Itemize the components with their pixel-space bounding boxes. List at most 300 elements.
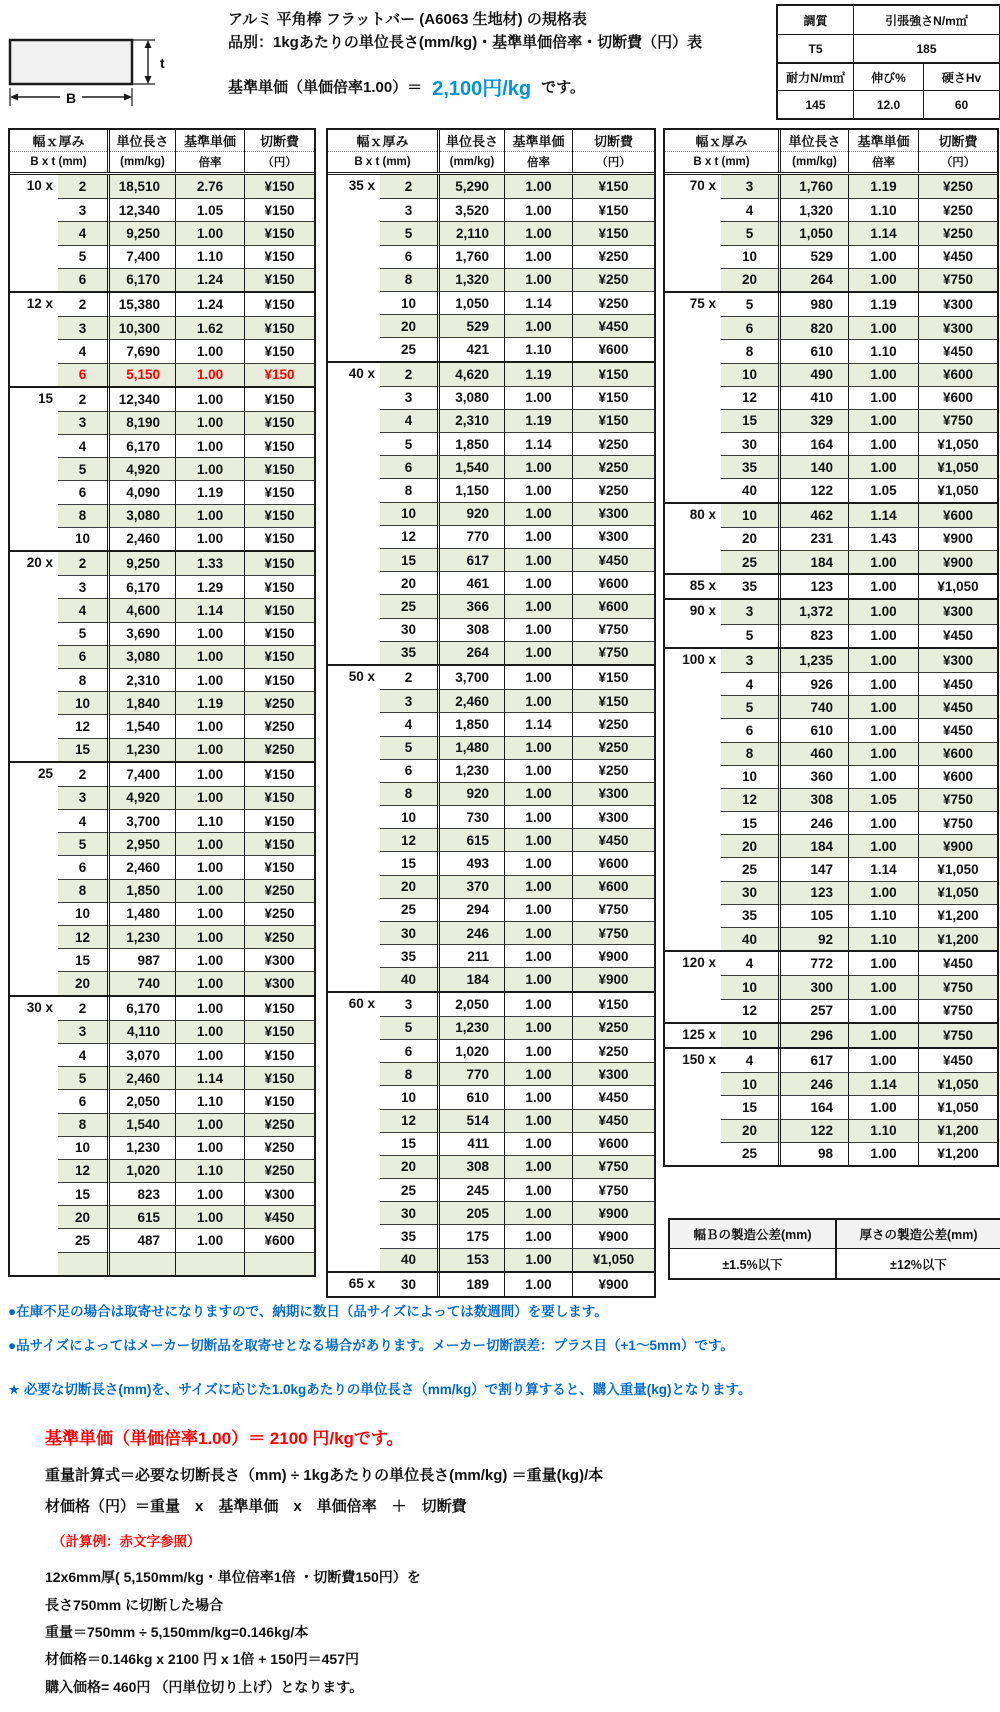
col-header-fee-main: 切断費 <box>919 130 997 152</box>
cell-rate: 1.00 <box>848 811 918 834</box>
cell-fee: ¥150 <box>244 527 314 550</box>
base-price-prefix: 基準単価（単価倍率1.00）＝ <box>228 79 423 96</box>
cell-thickness: 15 <box>58 948 107 971</box>
cell-rate: 1.00 <box>175 832 244 855</box>
col-header-rate-main: 基準単価 <box>176 130 244 152</box>
cell-thickness: 4 <box>745 956 754 972</box>
cell-thickness: 30 <box>400 1276 417 1292</box>
cell-thickness: 40 <box>721 927 778 950</box>
price-table-left <box>8 128 316 1277</box>
size-group-label: 30 x <box>10 997 58 1275</box>
cell-unit-length: 4,620 <box>437 363 504 386</box>
cell-fee: ¥150 <box>572 666 654 689</box>
cell-thickness: 15 <box>721 409 778 432</box>
cell-thickness: 20 <box>721 527 778 550</box>
width-tolerance-header: 幅Ｂの製造公差(mm) <box>670 1220 835 1249</box>
col-header-rate <box>848 130 918 172</box>
cell-fee: ¥600 <box>244 1228 314 1251</box>
cell-unit-length: 920 <box>437 782 504 805</box>
cell-rate: 1.00 <box>504 1109 572 1132</box>
cell-fee: ¥900 <box>918 527 997 550</box>
cell-rate: 1.00 <box>175 1113 244 1136</box>
size-group-label: 150 x <box>665 1049 721 1165</box>
cell-rate: 1.00 <box>848 1024 918 1047</box>
cell-rate: 1.00 <box>504 1062 572 1085</box>
size-group-label: 85 x <box>665 575 721 598</box>
cell-thickness: 3 <box>58 786 107 809</box>
cell-rate: 1.00 <box>504 944 572 967</box>
cell-rate: 1.00 <box>175 879 244 902</box>
cell-rate: 1.43 <box>848 527 918 550</box>
size-group <box>665 598 997 646</box>
cell-unit-length: 211 <box>437 944 504 967</box>
cell-fee: ¥450 <box>918 952 997 975</box>
cell-fee: ¥1,200 <box>918 927 997 950</box>
cell-unit-length: 6,170 <box>107 434 175 457</box>
cell-unit-length: 2,050 <box>107 1089 175 1112</box>
cell-fee: ¥150 <box>244 1089 314 1112</box>
cell-unit-length: 123 <box>778 575 848 598</box>
cell-rate: 1.19 <box>504 409 572 432</box>
cell-unit-length: 294 <box>437 898 504 921</box>
example-line-4: 材価格＝0.146kg x 2100 円 x 1倍 + 150円＝457円 <box>45 1651 359 1667</box>
cell-thickness: 12 <box>58 1159 107 1182</box>
cell-fee: ¥1,200 <box>918 1119 997 1142</box>
cell-unit-length: 462 <box>778 504 848 527</box>
cell-unit-length: 1,480 <box>437 736 504 759</box>
cell-unit-length: 610 <box>778 718 848 741</box>
cell-fee: ¥900 <box>918 834 997 857</box>
cell-thickness: 4 <box>380 409 437 432</box>
cell-rate: 1.00 <box>848 268 918 291</box>
thickness-tolerance-header: 厚さの製造公差(mm) <box>835 1220 1000 1249</box>
cell-thickness: 15 <box>380 851 437 874</box>
cell-unit-length: 3,690 <box>107 622 175 645</box>
cell-thickness: 20 <box>380 314 437 337</box>
size-group-label: 75 x <box>665 293 721 502</box>
cell-fee: ¥300 <box>918 600 997 623</box>
cell-unit-length: 122 <box>778 478 848 501</box>
example-line-3: 重量＝750mm ÷ 5,150mm/kg=0.146kg/本 <box>45 1624 309 1640</box>
cell-unit-length: 529 <box>437 314 504 337</box>
cell-rate: 1.00 <box>504 455 572 478</box>
cell-unit-length: 264 <box>778 268 848 291</box>
cell-unit-length: 5,290 <box>437 175 504 198</box>
cell-rate: 1.00 <box>175 1020 244 1043</box>
cell-unit-length: 2,110 <box>437 221 504 244</box>
cell-thickness: 6 <box>380 1039 437 1062</box>
cell-fee: ¥450 <box>918 339 997 362</box>
col-header-unit-length-sub: (mm/kg) <box>792 156 837 169</box>
col-header-size <box>665 130 778 172</box>
cell-rate: 1.19 <box>504 363 572 386</box>
cell-unit-length: 231 <box>778 527 848 550</box>
cell-rate: 1.00 <box>848 718 918 741</box>
cell-thickness: 12 <box>380 1109 437 1132</box>
cell-fee: ¥150 <box>572 221 654 244</box>
size-group <box>10 550 314 761</box>
cell-thickness: 15 <box>721 1095 778 1118</box>
cell-thickness: 40 <box>380 967 437 990</box>
cell-unit-length: 1,050 <box>437 291 504 314</box>
cell-rate: 1.00 <box>504 478 572 501</box>
cell-fee: ¥250 <box>918 221 997 244</box>
cell-unit-length: 1,050 <box>778 221 848 244</box>
col-header-unit-length <box>778 130 848 172</box>
cell-thickness: 20 <box>58 1205 107 1228</box>
elongation-value: 12.0 <box>853 90 923 118</box>
cell-unit-length: 3,080 <box>107 645 175 668</box>
cell-unit-length: 2,460 <box>107 1066 175 1089</box>
cell-thickness: 35 <box>721 904 778 927</box>
cell-thickness: 35 <box>380 1224 437 1247</box>
col-header-size <box>328 130 437 172</box>
cell-thickness: 4 <box>58 339 107 362</box>
cell-rate: 1.00 <box>848 363 918 386</box>
size-group <box>665 950 997 1022</box>
cell-rate: 1.00 <box>848 1049 918 1072</box>
cell-thickness: 2 <box>78 766 87 782</box>
cell-fee: ¥150 <box>244 645 314 668</box>
cell-fee: ¥150 <box>572 363 654 386</box>
cell-unit-length: 246 <box>778 1072 848 1095</box>
cell-fee: ¥1,200 <box>918 1142 997 1165</box>
cell-fee: ¥300 <box>572 782 654 805</box>
cell-fee: ¥750 <box>918 268 997 291</box>
cell-thickness: 3 <box>404 996 413 1012</box>
cell-fee: ¥750 <box>918 999 997 1022</box>
cell-thickness: 8 <box>380 1062 437 1085</box>
cell-rate: 1.00 <box>848 765 918 788</box>
cell-thickness: 8 <box>380 782 437 805</box>
cell-rate: 1.00 <box>175 714 244 737</box>
cell-rate: 1.10 <box>175 1159 244 1182</box>
cell-thickness: 8 <box>721 742 778 765</box>
cell-thickness: 20 <box>721 834 778 857</box>
cell-thickness: 10 <box>721 765 778 788</box>
cell-unit-length: 98 <box>778 1142 848 1165</box>
cell-rate: 1.19 <box>848 293 918 316</box>
col-header-unit-length-main: 単位長さ <box>440 130 504 152</box>
cell-thickness: 2 <box>58 552 107 575</box>
cell-rate: 1.00 <box>504 1132 572 1155</box>
cell-rate: 1.00 <box>848 999 918 1022</box>
cell-unit-length: 7,400 <box>107 245 175 268</box>
cell-unit-length: 122 <box>778 1119 848 1142</box>
cell-fee: ¥300 <box>918 649 997 672</box>
cell-rate: 1.00 <box>504 502 572 525</box>
cell-unit-length: 3,070 <box>107 1043 175 1066</box>
cell-unit-length: 164 <box>778 1095 848 1118</box>
cell-thickness: 10 <box>58 902 107 925</box>
hardness-value: 60 <box>923 90 999 118</box>
cell-unit-length: 8,190 <box>107 411 175 434</box>
cell-thickness: 2 <box>404 670 413 686</box>
cell-fee: ¥250 <box>244 714 314 737</box>
cell-rate: 1.10 <box>848 1119 918 1142</box>
cell-rate: 1.00 <box>175 948 244 971</box>
cell-thickness: 10 <box>58 1136 107 1159</box>
cell-rate: 1.29 <box>175 575 244 598</box>
cell-thickness: 3 <box>721 649 778 672</box>
cell-fee: ¥600 <box>572 1132 654 1155</box>
cell-rate: 2.76 <box>175 175 244 198</box>
cell-unit-length: 4,090 <box>107 480 175 503</box>
cell-thickness: 10 <box>721 975 778 998</box>
cell-unit-length: 2,460 <box>437 689 504 712</box>
cell-rate: 1.10 <box>504 337 572 360</box>
cell-unit-length: 740 <box>107 971 175 994</box>
cell-rate: 1.10 <box>848 198 918 221</box>
cell-thickness: 3 <box>58 316 107 339</box>
cell-unit-length: 1,320 <box>778 198 848 221</box>
cell-unit-length: 617 <box>778 1049 848 1072</box>
cell-fee: ¥150 <box>244 809 314 832</box>
page-subtitle: 品別：1kgあたりの単位長さ(mm/kg)・基準単価倍率・切断費（円）表 <box>228 34 703 51</box>
cell-rate: 1.05 <box>848 788 918 811</box>
cell-rate: 1.14 <box>504 712 572 735</box>
cell-fee: ¥1,050 <box>918 455 997 478</box>
cell-unit-length: 615 <box>107 1205 175 1228</box>
col-header-fee <box>572 130 654 172</box>
size-group-label: 12 x <box>10 293 58 386</box>
cell-fee: ¥250 <box>572 245 654 268</box>
cell-unit-length: 6,170 <box>107 997 175 1020</box>
cell-fee: ¥150 <box>572 175 654 198</box>
cell-thickness: 5 <box>58 457 107 480</box>
cell-rate: 1.14 <box>504 432 572 455</box>
cell-thickness: 10 <box>721 363 778 386</box>
cell-fee: ¥900 <box>572 1224 654 1247</box>
cell-unit-length: 926 <box>778 672 848 695</box>
cell-thickness: 30 <box>721 881 778 904</box>
cell-rate: 1.00 <box>504 314 572 337</box>
cell-rate: 1.00 <box>504 875 572 898</box>
cell-thickness: 4 <box>721 198 778 221</box>
cell-rate: 1.05 <box>175 198 244 221</box>
cell-rate: 1.00 <box>504 1039 572 1062</box>
cell-unit-length: 1,372 <box>778 600 848 623</box>
cell-unit-length: 514 <box>437 1109 504 1132</box>
cell-fee: ¥600 <box>918 504 997 527</box>
cell-thickness: 8 <box>721 339 778 362</box>
size-group <box>665 291 997 502</box>
cell-thickness: 40 <box>721 478 778 501</box>
cell-fee: ¥900 <box>918 550 997 573</box>
cell-fee: ¥150 <box>244 832 314 855</box>
cell-thickness: 6 <box>58 1089 107 1112</box>
cell-unit-length: 5,150 <box>107 363 175 386</box>
example-line-1: 12x6mm厚( 5,150mm/kg・単位倍率1倍 ・切断費150円）を <box>45 1569 421 1585</box>
cell-rate: 1.62 <box>175 316 244 339</box>
cell-thickness: 25 <box>721 1142 778 1165</box>
cell-fee: ¥750 <box>918 1024 997 1047</box>
col-header-fee-main: 切断費 <box>573 130 654 152</box>
cell-rate: 1.00 <box>504 782 572 805</box>
cell-thickness: 3 <box>721 175 778 198</box>
cell-fee: ¥250 <box>244 738 314 761</box>
cell-rate: 1.00 <box>175 1205 244 1228</box>
cell-fee: ¥450 <box>572 1109 654 1132</box>
cell-fee: ¥450 <box>572 828 654 851</box>
cell-unit-length: 493 <box>437 851 504 874</box>
cell-thickness: 20 <box>380 875 437 898</box>
cell-thickness: 12 <box>58 714 107 737</box>
cell-rate: 1.00 <box>175 1228 244 1251</box>
cell-rate: 1.10 <box>848 904 918 927</box>
cell-unit-length: 772 <box>778 952 848 975</box>
cell-fee: ¥900 <box>572 967 654 990</box>
cell-rate: 1.24 <box>175 268 244 291</box>
col-header-fee-main: 切断費 <box>245 130 314 152</box>
cell-rate: 1.00 <box>848 550 918 573</box>
cell-thickness: 8 <box>58 879 107 902</box>
cell-unit-length: 15,380 <box>107 293 175 316</box>
cell-thickness: 10 <box>58 691 107 714</box>
cell-thickness: 30 <box>380 1201 437 1224</box>
cell-fee: ¥600 <box>918 742 997 765</box>
cell-thickness: 5 <box>721 221 778 244</box>
cell-unit-length: 1,540 <box>107 1113 175 1136</box>
cell-rate: 1.19 <box>175 691 244 714</box>
cell-unit-length: 1,230 <box>107 925 175 948</box>
cell-fee: ¥1,200 <box>918 904 997 927</box>
cell-fee: ¥450 <box>918 718 997 741</box>
size-group-label: 60 x <box>328 993 380 1271</box>
cell-thickness: 25 <box>721 857 778 880</box>
col-header-size-sub: B x t (mm) <box>30 156 87 169</box>
cell-unit-length: 1,020 <box>437 1039 504 1062</box>
cell-unit-length: 1,480 <box>107 902 175 925</box>
cell-unit-length: 329 <box>778 409 848 432</box>
cell-fee: ¥750 <box>572 898 654 921</box>
cell-rate: 1.00 <box>504 921 572 944</box>
cell-rate: 1.00 <box>175 763 244 786</box>
cell-fee: ¥450 <box>918 672 997 695</box>
cell-unit-length: 1,230 <box>437 1016 504 1039</box>
flat-bar-diagram <box>2 30 212 112</box>
cell-thickness: 5 <box>380 221 437 244</box>
cell-fee: ¥600 <box>918 765 997 788</box>
cell-thickness: 4 <box>58 434 107 457</box>
cell-fee: ¥250 <box>572 712 654 735</box>
cell-thickness: 15 <box>721 811 778 834</box>
cell-rate: 1.14 <box>175 598 244 621</box>
cell-rate: 1.00 <box>504 525 572 548</box>
cell-unit-length: 1,230 <box>437 759 504 782</box>
base-price-value: 2,100円/kg <box>432 78 532 100</box>
cell-rate <box>175 1252 244 1275</box>
cell-thickness: 25 <box>380 337 437 360</box>
cell-unit-length: 2,460 <box>107 855 175 878</box>
cell-fee: ¥750 <box>918 811 997 834</box>
cell-thickness: 5 <box>58 245 107 268</box>
size-group-label: 10 x <box>10 175 58 291</box>
cell-rate: 1.19 <box>848 175 918 198</box>
cell-thickness: 2 <box>380 175 437 198</box>
cell-unit-length: 1,850 <box>437 712 504 735</box>
cell-fee: ¥150 <box>244 598 314 621</box>
col-header-unit-length-main: 単位長さ <box>781 130 848 152</box>
cell-unit-length: 153 <box>437 1248 504 1271</box>
cell-fee: ¥150 <box>244 1066 314 1089</box>
cell-rate: 1.00 <box>848 575 918 598</box>
cell-fee: ¥150 <box>244 268 314 291</box>
cell-unit-length <box>107 1252 175 1275</box>
cell-unit-length: 4,920 <box>107 457 175 480</box>
cell-unit-length: 1,320 <box>437 268 504 291</box>
bar-cross-section-shape <box>10 40 132 84</box>
cell-rate: 1.00 <box>175 786 244 809</box>
cell-thickness: 20 <box>58 971 107 994</box>
cell-thickness: 12 <box>721 788 778 811</box>
cell-rate: 1.00 <box>175 1182 244 1205</box>
col-header-fee-sub: （円） <box>940 157 976 170</box>
cell-rate: 1.00 <box>848 455 918 478</box>
cell-fee: ¥150 <box>244 786 314 809</box>
cell-fee: ¥150 <box>572 386 654 409</box>
cell-rate: 1.00 <box>175 1136 244 1159</box>
size-group <box>665 1022 997 1047</box>
temper-value: T5 <box>778 34 853 62</box>
cell-thickness: 10 <box>380 1085 437 1108</box>
note-maker-cut: ●品サイズによってはメーカー切断品を取寄せとなる場合があります。メーカー切断誤差：プラス目（+1～5mm）です。 <box>8 1338 734 1353</box>
size-group <box>665 647 997 950</box>
col-header-fee-sub: （円） <box>262 157 297 170</box>
cell-rate: 1.00 <box>504 1273 572 1296</box>
cell-thickness: 20 <box>380 1155 437 1178</box>
cell-thickness: 30 <box>380 921 437 944</box>
tolerance-table <box>668 1218 1000 1280</box>
cell-unit-length: 308 <box>437 618 504 641</box>
example-reference-note: （計算例：赤文字参照） <box>52 1534 201 1549</box>
cell-rate: 1.00 <box>175 1043 244 1066</box>
cell-fee: ¥600 <box>918 386 997 409</box>
cell-thickness: 10 <box>721 1072 778 1095</box>
cell-rate: 1.14 <box>504 291 572 314</box>
width-label: B <box>66 90 77 106</box>
cell-rate: 1.00 <box>504 245 572 268</box>
col-header-size-main: 幅ｘ厚み <box>328 130 437 152</box>
cell-fee: ¥450 <box>244 1205 314 1228</box>
cell-fee: ¥750 <box>572 921 654 944</box>
cell-rate: 1.05 <box>848 478 918 501</box>
cell-thickness: 10 <box>721 504 778 527</box>
col-header-size-sub: B x t (mm) <box>354 156 411 169</box>
cell-unit-length: 164 <box>778 432 848 455</box>
cell-fee: ¥250 <box>244 925 314 948</box>
cell-unit-length: 175 <box>437 1224 504 1247</box>
cell-unit-length: 980 <box>778 293 848 316</box>
cell-fee: ¥150 <box>244 763 314 786</box>
cell-rate: 1.00 <box>175 457 244 480</box>
cell-thickness: 10 <box>380 291 437 314</box>
col-header-rate <box>175 130 244 172</box>
cell-unit-length: 3,520 <box>437 198 504 221</box>
cell-rate: 1.14 <box>848 1072 918 1095</box>
cell-fee: ¥600 <box>918 363 997 386</box>
size-group-label: 35 x <box>328 175 380 361</box>
cell-rate: 1.00 <box>504 1224 572 1247</box>
base-price-line <box>228 72 585 101</box>
cell-rate: 1.00 <box>504 386 572 409</box>
cell-thickness: 10 <box>380 805 437 828</box>
cell-rate: 1.10 <box>848 927 918 950</box>
cell-thickness: 15 <box>380 548 437 571</box>
cell-rate: 1.00 <box>504 594 572 617</box>
cell-unit-length: 10,300 <box>107 316 175 339</box>
cell-fee: ¥300 <box>572 805 654 828</box>
